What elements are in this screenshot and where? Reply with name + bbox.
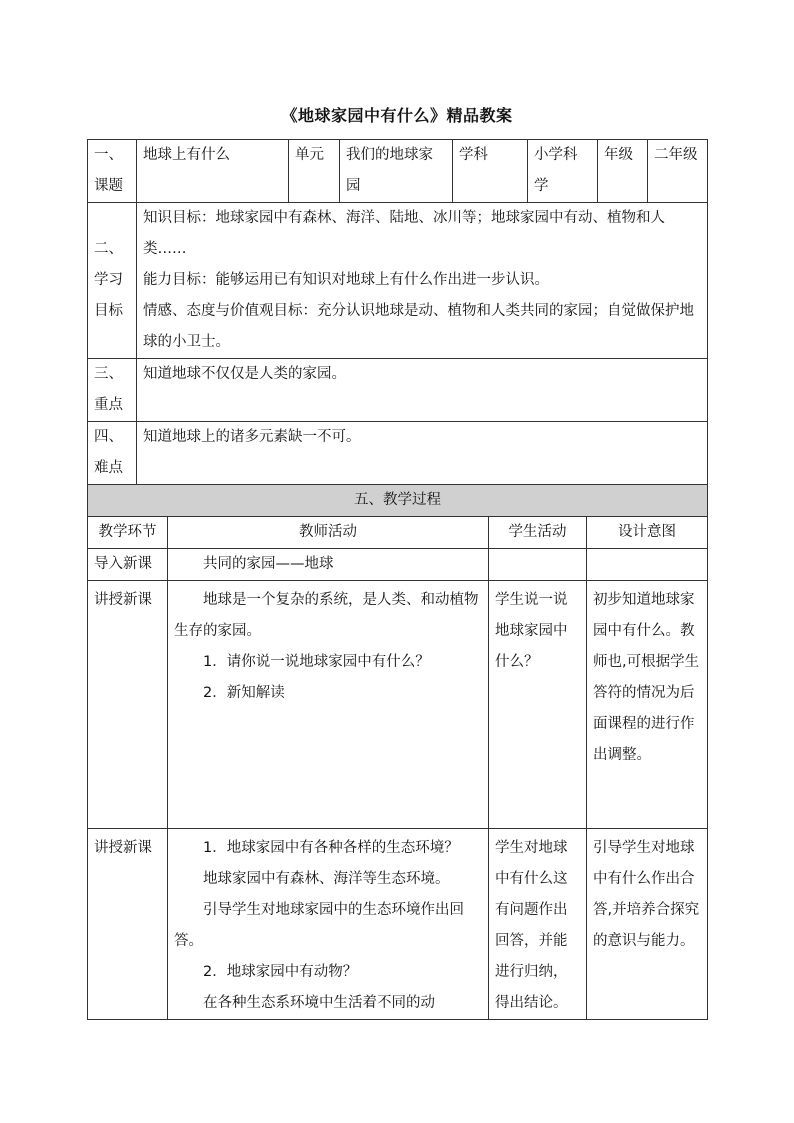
unit-label: 单元 [289, 140, 340, 203]
info-table [87, 139, 708, 485]
teacher-line: 在各种生态系环境中生活着不同的动 [203, 995, 435, 1011]
column-header-row [88, 517, 708, 549]
intent-cell: 引导学生对地球中有什么作出合答,并培养合探究的意识与能力。 [587, 829, 708, 1020]
column-header-intent: 设计意图 [587, 517, 708, 549]
column-header-teacher: 教师活动 [168, 517, 489, 549]
stage-cell: 导入新课 [88, 549, 168, 581]
table-row [88, 549, 708, 581]
table-row [88, 829, 708, 1020]
unit-value: 我们的地球家园 [340, 140, 453, 203]
stage-cell: 讲授新课 [88, 829, 168, 1020]
teacher-cell [168, 581, 489, 829]
topic-row [88, 140, 708, 203]
key-point-value: 知道地球不仅仅是人类的家园。 [137, 359, 708, 422]
topic-value: 地球上有什么 [137, 140, 289, 203]
column-header-student: 学生活动 [489, 517, 587, 549]
difficulty-row [88, 422, 708, 485]
process-table [87, 484, 708, 1020]
teacher-line: 地球家园中有森林、海洋等生态环境。 [203, 871, 450, 887]
column-header-stage: 教学环节 [88, 517, 168, 549]
ability-goal: 能力目标：能够运用已有知识对地球上有什么作出进一步认识。 [143, 272, 549, 288]
subject-label: 学科 [453, 140, 528, 203]
difficulty-value: 知道地球上的诸多元素缺一不可。 [137, 422, 708, 485]
teacher-cell [168, 829, 489, 1020]
teacher-line: 引导学生对地球家园中的生态环境作出回答。 [174, 902, 464, 949]
teacher-line: 1．地球家园中有各种各样的生态环境？ [203, 840, 459, 856]
teacher-line: 共同的家园——地球 [203, 556, 334, 572]
key-point-row [88, 359, 708, 422]
teacher-line: 地球是一个复杂的系统，是人类、和动植物生存的家园。 [174, 592, 479, 639]
grade-label: 年级 [598, 140, 648, 203]
teacher-line: 2．地球家园中有动物？ [203, 964, 358, 980]
key-point-label: 三、重点 [88, 359, 137, 422]
goals-row [88, 203, 708, 359]
intent-cell [587, 549, 708, 581]
knowledge-goal: 知识目标：地球家园中有森林、海洋、陆地、冰川等；地球家园中有动、植物和人类…… [143, 210, 665, 257]
grade-value: 二年级 [648, 140, 708, 203]
difficulty-label: 四、难点 [88, 422, 137, 485]
stage-cell: 讲授新课 [88, 581, 168, 829]
student-cell [489, 549, 587, 581]
student-cell: 学生说一说地球家园中什么？ [489, 581, 587, 829]
emotion-goal: 情感、态度与价值观目标：充分认识地球是动、植物和人类共同的家园；自觉做保护地球的小卫士。 [143, 303, 694, 350]
document-title: 《地球家园中有什么》精品教案 [281, 106, 513, 125]
goals-label: 二、学习目标 [88, 203, 137, 359]
intent-cell: 初步知道地球家园中有什么。教师也,可根据学生答符的情况为后面课程的进行作出调整。 [587, 581, 708, 829]
teacher-line: 2．新知解读 [203, 685, 285, 701]
teacher-cell [168, 549, 489, 581]
process-header-row [88, 485, 708, 517]
student-cell: 学生对地球中有什么这有问题作出回答，并能进行归纳，得出结论。 [489, 829, 587, 1020]
goals-content [137, 203, 708, 359]
table-row [88, 581, 708, 829]
teacher-line: 1．请你说一说地球家园中有什么？ [203, 654, 430, 670]
subject-value: 小学科学 [528, 140, 598, 203]
process-header: 五、教学过程 [88, 485, 708, 517]
topic-label: 一、课题 [88, 140, 137, 203]
